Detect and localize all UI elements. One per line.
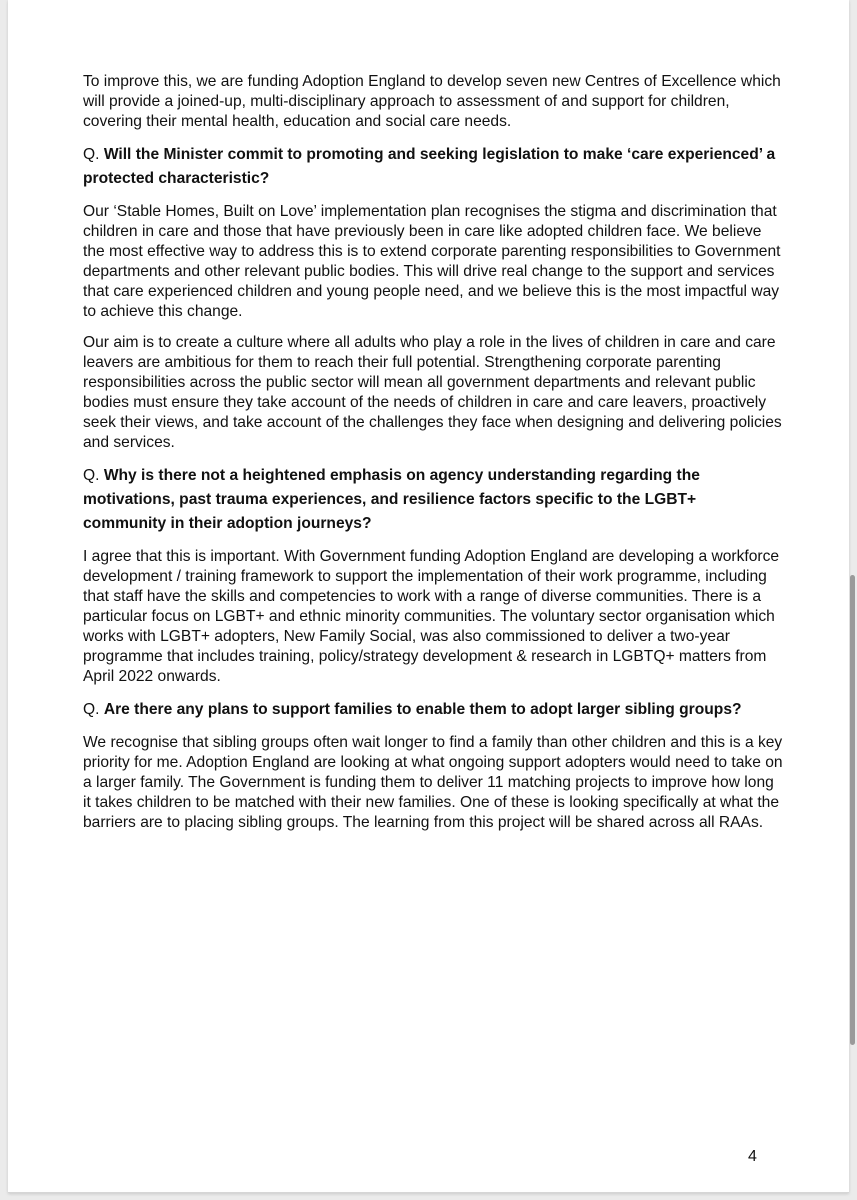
answer-2-paragraph: I agree that this is important. With Government funding Adoption England are developing a workforce development / training framework to support the implementation of their work programme, including that staff have the skills and competencies to work with a range of diverse communities. There is a particular focus on LGBT+ and ethnic minority communities. The voluntary sector organisation which works with LGBT+ adopters, New Family Social, was also commissioned to deliver a two-year programme that includes training, policy/strategy development & research in LGBTQ+ matters from April 2022 onwards.	[83, 548, 780, 685]
page-number: 4	[748, 1148, 757, 1165]
question-prefix: Q.	[83, 146, 100, 163]
question-text: Why is there not a heightened emphasis on agency understanding regarding the motivations, past trauma experiences, and resilience factors specific to the LGBT+ community in their adoption journeys?	[83, 467, 700, 532]
document-body	[83, 72, 783, 844]
question-prefix: Q.	[83, 701, 100, 718]
question-text: Are there any plans to support families to enable them to adopt larger sibling groups?	[103, 701, 742, 718]
answer-1-paragraph-2: Our aim is to create a culture where all adults who play a role in the lives of children in care and care leavers are ambitious for them to reach their full potential. Strengthening corporate parenting responsibilities across the public sector will mean all government departments and relevant public bodies must ensure they take account of the needs of children in care and care leavers, proactively seek their views, and take account of the challenges they face when designing and delivering policies and services.	[83, 334, 782, 451]
document-page	[8, 0, 849, 1193]
question-3	[83, 698, 783, 722]
answer-3-paragraph: We recognise that sibling groups often wait longer to find a family than other children and this is a key priority for me. Adoption England are looking at what ongoing support adopters would need to take on a larger family. The Government is funding them to deliver 11 matching projects to improve how long it takes children to be matched with their new families. One of these is looking specifically at what the barriers are to placing sibling groups. The learning from this project will be shared across all RAAs.	[83, 734, 783, 831]
scrollbar-thumb[interactable]	[850, 575, 855, 1045]
question-prefix: Q.	[83, 467, 100, 484]
question-text: Will the Minister commit to promoting and seeking legislation to make ‘care experienced’ a protected characteristic?	[83, 146, 776, 187]
intro-paragraph: To improve this, we are funding Adoption England to develop seven new Centres of Excellence which will provide a joined-up, multi-disciplinary approach to assessment of and support for children, covering their mental health, education and social care needs.	[83, 73, 781, 130]
answer-1-paragraph-1: Our ‘Stable Homes, Built on Love’ implementation plan recognises the stigma and discrimination that children in care and those that have previously been in care like adopted children face. We believe the most effective way to address this is to extend corporate parenting responsibilities to Government departments and other relevant public bodies. This will drive real change to the support and services that care experienced children and young people need, and we believe this is the most impactful way to achieve this change.	[83, 203, 781, 320]
question-1	[83, 143, 783, 191]
question-2	[83, 464, 783, 536]
